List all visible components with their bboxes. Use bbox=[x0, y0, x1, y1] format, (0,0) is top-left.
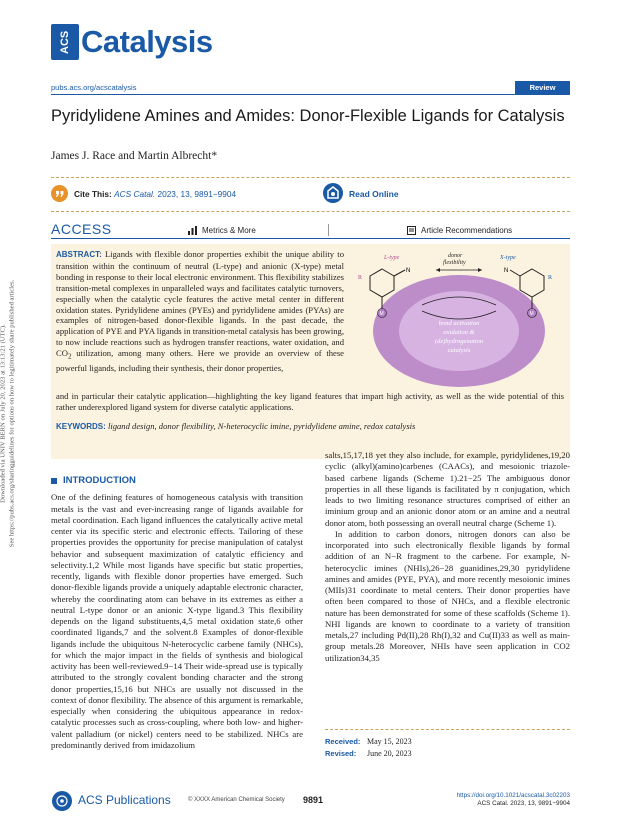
access-label: ACCESS bbox=[51, 221, 112, 237]
doi-link[interactable]: https://doi.org/10.1021/acscatal.3c02203 bbox=[456, 792, 570, 799]
heading-square-icon bbox=[51, 478, 57, 484]
toc-right-r: R bbox=[548, 275, 553, 281]
toc-right-metal: M bbox=[529, 311, 534, 317]
received-row bbox=[325, 736, 570, 748]
header-rule bbox=[51, 94, 570, 95]
journal-logo[interactable] bbox=[51, 22, 213, 62]
article-recommendations-icon bbox=[407, 226, 416, 235]
metrics-bar-icon bbox=[188, 226, 197, 235]
abstract-text bbox=[56, 249, 344, 374]
revised-label: Revised: bbox=[325, 749, 357, 758]
toc-box-line-3: (de)hydrogenation bbox=[434, 338, 484, 345]
journal-url-link[interactable]: pubs.acs.org/acscatalysis bbox=[51, 83, 137, 92]
toc-box-line-2: oxidation & bbox=[443, 329, 475, 336]
page-number: 9891 bbox=[303, 795, 324, 805]
read-online-link[interactable]: Read Online bbox=[349, 189, 399, 199]
article-recommendations-link[interactable]: Article Recommendations bbox=[421, 226, 513, 235]
access-rule bbox=[51, 238, 570, 239]
journal-name: Catalysis bbox=[81, 24, 213, 59]
abstract-body-b: utilization, among many others. Here we provide an overview of these powerful ligands, including their synthesis, their donor properties, bbox=[56, 348, 344, 373]
cite-this-line[interactable] bbox=[74, 189, 236, 199]
intro-paragraph-1: One of the defining features of homogeneous catalysis with transition metals is the vast and ever-increasing range of ligands available for metal coordination. Each ligand influences the catalytically active metal center via its specific steric and electronic effects. Tailoring of these properties provides the opportunity for precise manipulation of catalyst behavior and subsequent maximization of catalytic efficiency and selectivity.1,2 While most ligands have specific but static properties, recently, ligands with flexible donor properties have emerged. Such donor-flexible ligands provide a uniquely adaptable electronic character, whereby the coordinating atom can behave in its extremes as either a neutral L-type donor or an anionic X-type ligand.3 This flexibility depends on the ligand substituents,4,5 metal oxidation state,6 other coordinated ligands,7 and the solvent.8 Examples of donor-flexible ligands include the ubiquitous N-heterocyclic carbene family (NHCs), for which the major impact in the fields of synthesis and biological activity has been well-reviewed.9−14 Their wide-spread use is typically attributed to the strongly covalent bonding character and the strong donor properties,15,16 but NHCs are usually not discussed in the context of donor flexibility. The absence of this argument is remarkable, especially when considering the ubiquitous appearance in redox-catalytic processes such as cross-coupling, where both low- and higher-valent palladium (or nickel) centers need to be stabilized. NHCs are predominantly derived from imidazolium bbox=[51, 492, 303, 750]
received-label: Received: bbox=[325, 737, 361, 746]
article-authors: James J. Race and Martin Albrecht* bbox=[51, 150, 218, 162]
toc-graphic bbox=[352, 249, 566, 387]
keywords bbox=[56, 421, 564, 433]
article-dates bbox=[325, 729, 570, 760]
acs-logo-box: ACS bbox=[51, 24, 79, 60]
toc-left-metal: M bbox=[379, 311, 384, 317]
revised-date: June 20, 2023 bbox=[367, 749, 412, 758]
copyright-notice: © XXXX American Chemical Society bbox=[188, 797, 285, 803]
cite-journal: ACS Catal. bbox=[114, 189, 156, 199]
cite-quote-icon[interactable] bbox=[51, 185, 68, 202]
intro-paragraph-3: In addition to carbon donors, nitrogen donors can also be incorporated into such electronically flexible ligands by formal addition of an N−R fragment to the carbene. For example, N-heterocyclic imines (NHIs),26−28 guanidines,29,30 pyridylidene amines and amides (PYE, PYA), and more recently mesoionic imines (MIIs)31 coordinate to metal centers. Their donor properties have often been compared to those of NHCs, and a flexible electronic nature has been demonstrated for some of these scaffolds (Scheme 1). NHI ligands are known to coordinate to a variety of transition metals,27 including Pd(II),28 Rh(I),32 and Cu(II)33 as well as main-group metals.28 Moreover, NHIs have seen application in CO2 utilization34,35 bbox=[325, 528, 570, 663]
cite-divider-top bbox=[51, 177, 570, 178]
read-online-icon[interactable] bbox=[323, 183, 343, 203]
acs-publications-name[interactable]: ACS Publications bbox=[78, 793, 171, 807]
cite-divider-bottom bbox=[51, 211, 570, 212]
metrics-more-link[interactable]: Metrics & More bbox=[202, 226, 256, 235]
watermark-line-2: See https://pubs.acs.org/sharingguidelines for options on how to legitimately share published articles. bbox=[8, 279, 15, 548]
toc-right-n: N bbox=[504, 268, 509, 274]
toc-box-line-4: catalysis bbox=[447, 347, 471, 354]
citation-line: ACS Catal. 2023, 13, 9891−9904 bbox=[477, 800, 570, 807]
toc-x-type-label: X-type bbox=[500, 255, 516, 261]
toc-l-type-label: L-type bbox=[384, 255, 400, 261]
toc-left-r: R bbox=[358, 275, 363, 281]
intro-paragraph-2: salts,15,17,18 yet they also include, for example, pyridylidenes,19,20 cyclic (alkyl)(amino)carbenes (CAACs), and mesoionic triazole-based carbene ligands (Scheme 1).21−25 The ambiguous donor properties in all these ligands is facilitated by π conjugation, which leads to two limiting resonance structures comprised of either an iminium group and an anionic donor atom or an amine and a neutral donor atom, both possessing an overall neutral charge (Scheme 1). bbox=[325, 450, 570, 528]
cite-reference: 2023, 13, 9891−9904 bbox=[155, 189, 237, 199]
acs-publications-logo-icon[interactable] bbox=[51, 790, 73, 812]
introduction-heading bbox=[51, 475, 303, 486]
revised-row bbox=[325, 748, 570, 760]
toc-left-n: N bbox=[406, 268, 411, 274]
watermark-line-1: Downloaded via UNIV BERN on July 20, 2023 at 13:13:21 (UTC). bbox=[0, 324, 7, 503]
abstract-text-full-width: and in particular their catalytic application—highlighting the key ligand features that impart high activity, as well as the wide potential of this rather underexplored ligand system for diverse catalytic applications. bbox=[56, 391, 564, 412]
toc-donor-label: donor bbox=[448, 253, 463, 259]
toc-box-line-1: bond activation bbox=[438, 320, 480, 327]
keywords-label: KEYWORDS: bbox=[56, 422, 106, 431]
access-separator bbox=[328, 224, 329, 236]
abstract-label: ABSTRACT: bbox=[56, 250, 102, 259]
abstract-co2-subscript: 2 bbox=[67, 352, 72, 361]
doi-block bbox=[420, 792, 570, 808]
toc-flexibility-label: flexibility bbox=[443, 260, 466, 266]
abstract-body-a: Ligands with flexible donor properties exhibit the unique ability to transition within the continuum of neutral (L-type) and anionic (X-type) metal bonding in response to their local electronic environment. This flexibility stabilizes transition-metal complexes in unparalleled ways and facilitates catalytic turnovers, especially when the catalytic cycle features the active metal center in different oxidation states. Pyridylidene amines (PYEs) and pyridylidene amides (PYAs) are examples of nitrogen-based donor-flexible ligands. In the past decade, the application of PYE and PYA ligands in transition-metal catalysis has been growing, to now include reactions such as hydrogen transfer reactions, water oxidation, and CO bbox=[56, 249, 344, 359]
article-title: Pyridylidene Amines and Amides: Donor-Flexible Ligands for Catalysis bbox=[51, 107, 565, 125]
body-column-left bbox=[51, 475, 303, 751]
body-column-right bbox=[325, 450, 570, 664]
article-type-badge: Review bbox=[515, 81, 570, 94]
received-date: May 15, 2023 bbox=[367, 737, 412, 746]
keywords-list: ligand design, donor flexibility, N-heterocyclic imine, pyridylidene amine, redox catalysis bbox=[107, 421, 416, 431]
introduction-heading-text: INTRODUCTION bbox=[63, 475, 136, 486]
cite-this-label: Cite This: bbox=[74, 189, 115, 199]
download-watermark bbox=[0, 174, 17, 654]
